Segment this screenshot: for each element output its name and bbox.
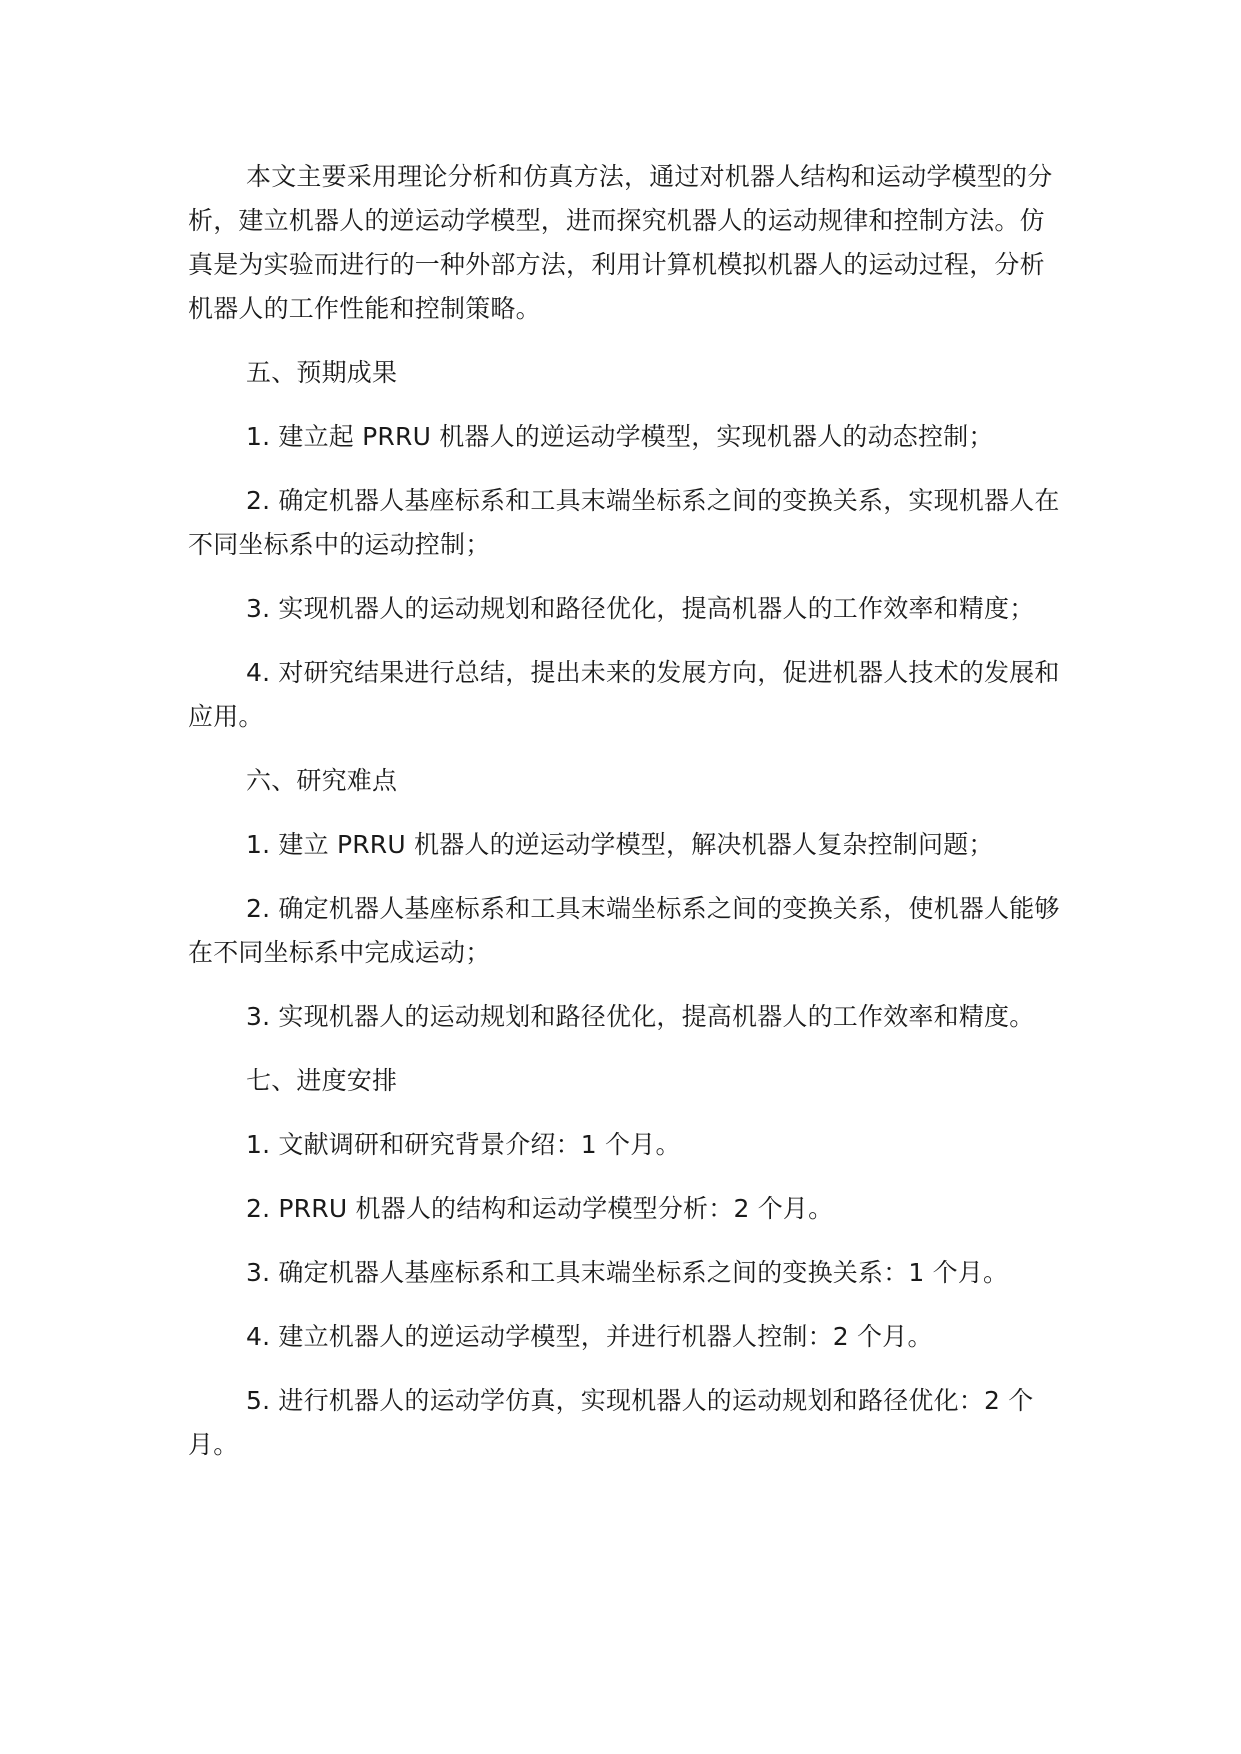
expected-result-item: 4. 对研究结果进行总结，提出未来的发展方向，促进机器人技术的发展和应用。 (188, 658, 1060, 731)
expected-result-item: 3. 实现机器人的运动规划和路径优化，提高机器人的工作效率和精度； (246, 594, 1035, 623)
section-heading-research-difficulties: 六、研究难点 (246, 766, 398, 795)
research-difficulty-item: 3. 实现机器人的运动规划和路径优化，提高机器人的工作效率和精度。 (246, 1002, 1035, 1031)
schedule-item: 1. 文献调研和研究背景介绍：1 个月。 (246, 1130, 681, 1159)
expected-result-item: 2. 确定机器人基座标系和工具末端坐标系之间的变换关系，实现机器人在不同坐标系中的运动控制； (188, 486, 1060, 559)
schedule-item: 5. 进行机器人的运动学仿真，实现机器人的运动规划和路径优化：2 个月。 (188, 1386, 1034, 1459)
schedule-item: 3. 确定机器人基座标系和工具末端坐标系之间的变换关系：1 个月。 (246, 1258, 1009, 1287)
schedule-item: 2. PRRU 机器人的结构和运动学模型分析：2 个月。 (246, 1194, 834, 1223)
schedule-item: 4. 建立机器人的逆运动学模型，并进行机器人控制：2 个月。 (246, 1322, 933, 1351)
section-heading-expected-results: 五、预期成果 (246, 358, 398, 387)
intro-paragraph: 本文主要采用理论分析和仿真方法，通过对机器人结构和运动学模型的分析，建立机器人的逆运动学模型，进而探究机器人的运动规律和控制方法。仿真是为实验而进行的一种外部方法，利用计算机模拟机器人的运动过程，分析机器人的工作性能和控制策略。 (188, 162, 1053, 323)
section-heading-schedule: 七、进度安排 (246, 1066, 398, 1095)
research-difficulty-item: 1. 建立 PRRU 机器人的逆运动学模型，解决机器人复杂控制问题； (246, 830, 994, 859)
research-difficulty-item: 2. 确定机器人基座标系和工具末端坐标系之间的变换关系，使机器人能够在不同坐标系中完成运动； (188, 894, 1060, 967)
document-body (188, 155, 1068, 1487)
expected-result-item: 1. 建立起 PRRU 机器人的逆运动学模型，实现机器人的动态控制； (246, 422, 994, 451)
